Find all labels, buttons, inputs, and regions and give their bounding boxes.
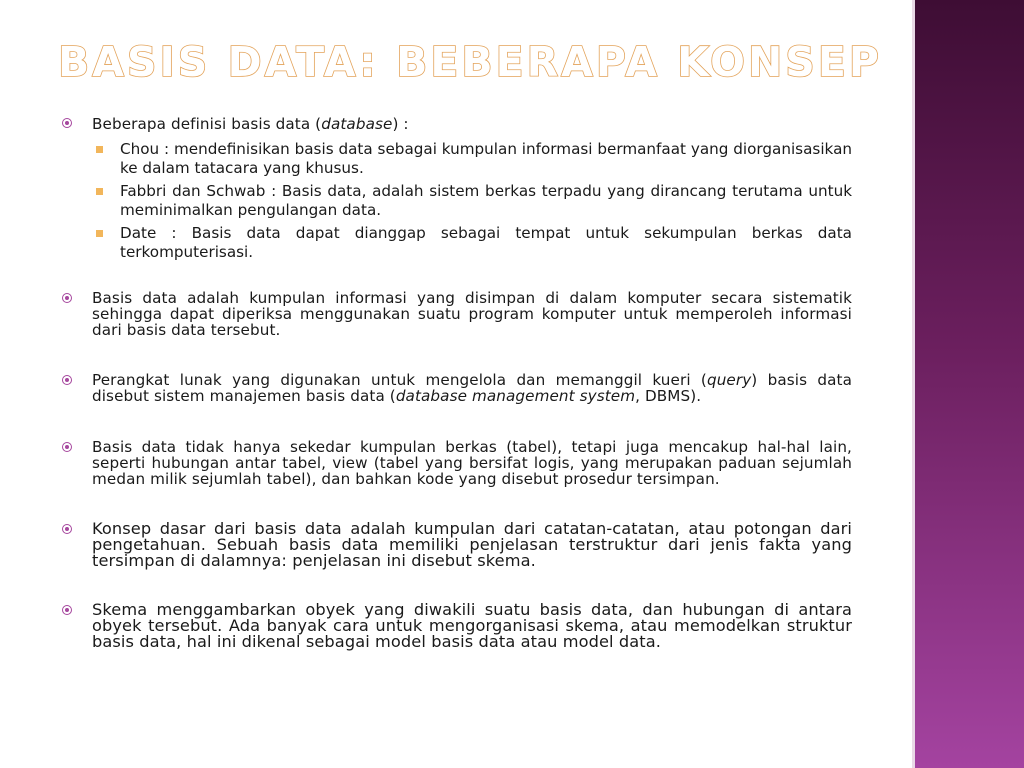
bullet-schema-concept: Konsep dasar dari basis data adalah kumpulan dari catatan-catatan, atau potongan dari pengetahuan. Sebuah basis data memiliki penjelasan terstruktur dari jenis fakta yang tersimpan di dalamnya: penjelasan ini disebut skema. [62,521,852,569]
sub-bullet-icon [96,146,103,153]
decorative-sidebar [912,0,1024,768]
sub-bullet-fabbri: Fabbri dan Schwab : Basis data, adalah sistem berkas terpadu yang dirancang terutama untuk meminimalkan pengulangan data. [62,182,852,220]
sub-bullet-chou: Chou : mendefinisikan basis data sebagai kumpulan informasi bermanfaat yang diorganisasikan ke dalam tatacara yang khusus. [62,140,852,178]
bullet-icon [62,375,72,385]
slide-title: BASIS DATA: BEBERAPA KONSEP [58,38,882,86]
slide-content [62,115,852,650]
sub-bullet-icon [96,188,103,195]
bullet-schema-description: Skema menggambarkan obyek yang diwakili suatu basis data, dan hubungan di antara obyek tersebut. Ada banyak cara untuk mengorganisasi skema, atau memodelkan struktur basis data, hal ini dikenal sebagai model basis data atau model data. [62,602,852,650]
sidebar-divider [912,0,915,768]
bullet-icon [62,293,72,303]
bullet-definition-main: Basis data adalah kumpulan informasi yang disimpan di dalam komputer secara sistematik sehingga dapat diperiksa menggunakan suatu program komputer untuk memperoleh informasi dari basis data tersebut. [62,290,852,338]
bullet-icon [62,118,72,128]
bullet-dbms: Perangkat lunak yang digunakan untuk mengelola dan memanggil kueri (query) basis data disebut sistem manajemen basis data (database management system, DBMS). [62,372,852,404]
sub-bullet-date: Date : Basis data dapat dianggap sebagai tempat untuk sekumpulan berkas data terkomputerisasi. [62,224,852,262]
bullet-tables: Basis data tidak hanya sekedar kumpulan berkas (tabel), tetapi juga mencakup hal-hal lain, seperti hubungan antar tabel, view (tabel yang bersifat logis, yang merupakan paduan sejumlah medan milik sejumlah tabel), dan bahkan kode yang disebut prosedur tersimpan. [62,439,852,487]
bullet-icon [62,524,72,534]
sub-bullet-icon [96,230,103,237]
bullet-icon [62,605,72,615]
bullet-definitions: Beberapa definisi basis data (database) : [62,115,852,133]
bullet-icon [62,442,72,452]
